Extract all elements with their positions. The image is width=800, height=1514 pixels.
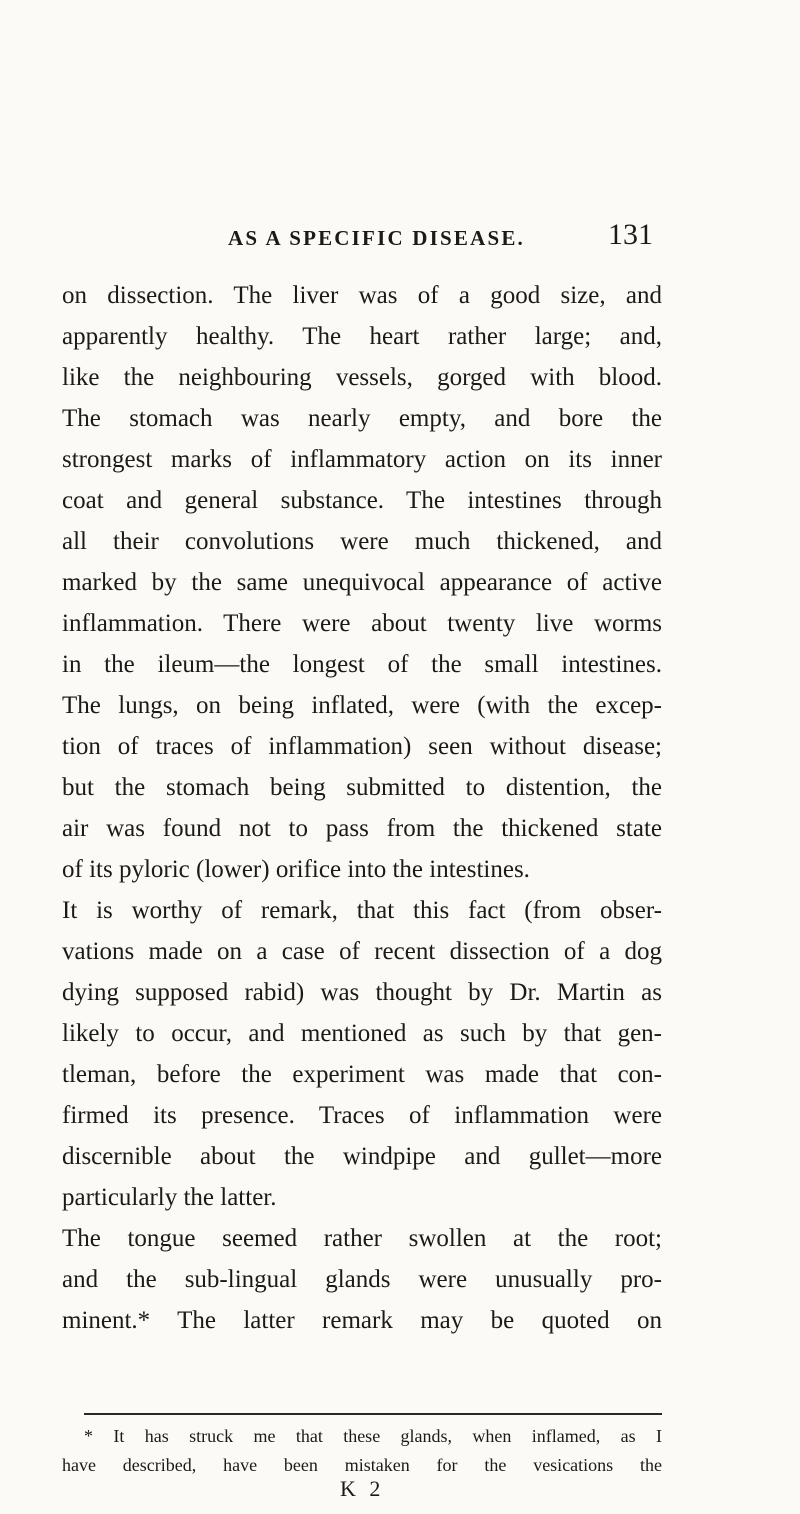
text-line: inflammation. There were about twenty live worms — [62, 610, 662, 637]
text-line: in the ileum—the longest of the small intestines. — [62, 651, 662, 678]
text-line: likely to occur, and mentioned as such by that gen- — [62, 1020, 662, 1047]
text-line: dying supposed rabid) was thought by Dr. Martin as — [62, 979, 662, 1006]
page-number: 131 — [608, 218, 653, 251]
text-line: particularly the latter. — [62, 1184, 277, 1211]
text-line: The stomach was nearly empty, and bore the — [62, 405, 662, 432]
text-line: tion of traces of inflammation) seen without disease; — [62, 733, 662, 760]
text-line: discernible about the windpipe and gullet—more — [62, 1143, 662, 1170]
text-line: like the neighbouring vessels, gorged with blood. — [62, 364, 662, 391]
text-line: firmed its presence. Traces of inflammation were — [62, 1102, 662, 1129]
running-title: AS A SPECIFIC DISEASE. — [228, 226, 525, 250]
text-line: The lungs, on being inflated, were (with the excep- — [62, 692, 662, 719]
footnote-rule — [84, 1413, 662, 1415]
text-line: but the stomach being submitted to distention, the — [62, 774, 662, 801]
text-line: minent.* The latter remark may be quoted on — [62, 1307, 662, 1334]
text-line: marked by the same unequivocal appearance of active — [62, 569, 662, 596]
text-line: vations made on a case of recent dissection of a dog — [62, 938, 662, 965]
text-line: all their convolutions were much thickened, and — [62, 528, 662, 555]
text-line: air was found not to pass from the thickened state — [62, 815, 662, 842]
footnote-line: have described, have been mistaken for the vesications the — [62, 1455, 662, 1475]
body-text — [62, 275, 662, 1341]
text-line: The tongue seemed rather swollen at the root; — [62, 1225, 662, 1252]
text-line: coat and general substance. The intestines through — [62, 487, 662, 514]
page-header — [0, 216, 800, 266]
text-line: and the sub-lingual glands were unusually pro- — [62, 1266, 662, 1293]
text-line: of its pyloric (lower) orifice into the intestines. — [62, 856, 530, 883]
signature-mark: K 2 — [340, 1476, 385, 1501]
text-line: tleman, before the experiment was made that con- — [62, 1061, 662, 1088]
text-line: on dissection. The liver was of a good size, and — [62, 282, 662, 309]
text-line: It is worthy of remark, that this fact (from obser- — [62, 897, 662, 924]
text-line: strongest marks of inflammatory action on its inner — [62, 446, 662, 473]
footnote-line: * It has struck me that these glands, when inflamed, as I — [84, 1426, 662, 1446]
text-line: apparently healthy. The heart rather large; and, — [62, 323, 662, 350]
footnote — [62, 1422, 662, 1480]
